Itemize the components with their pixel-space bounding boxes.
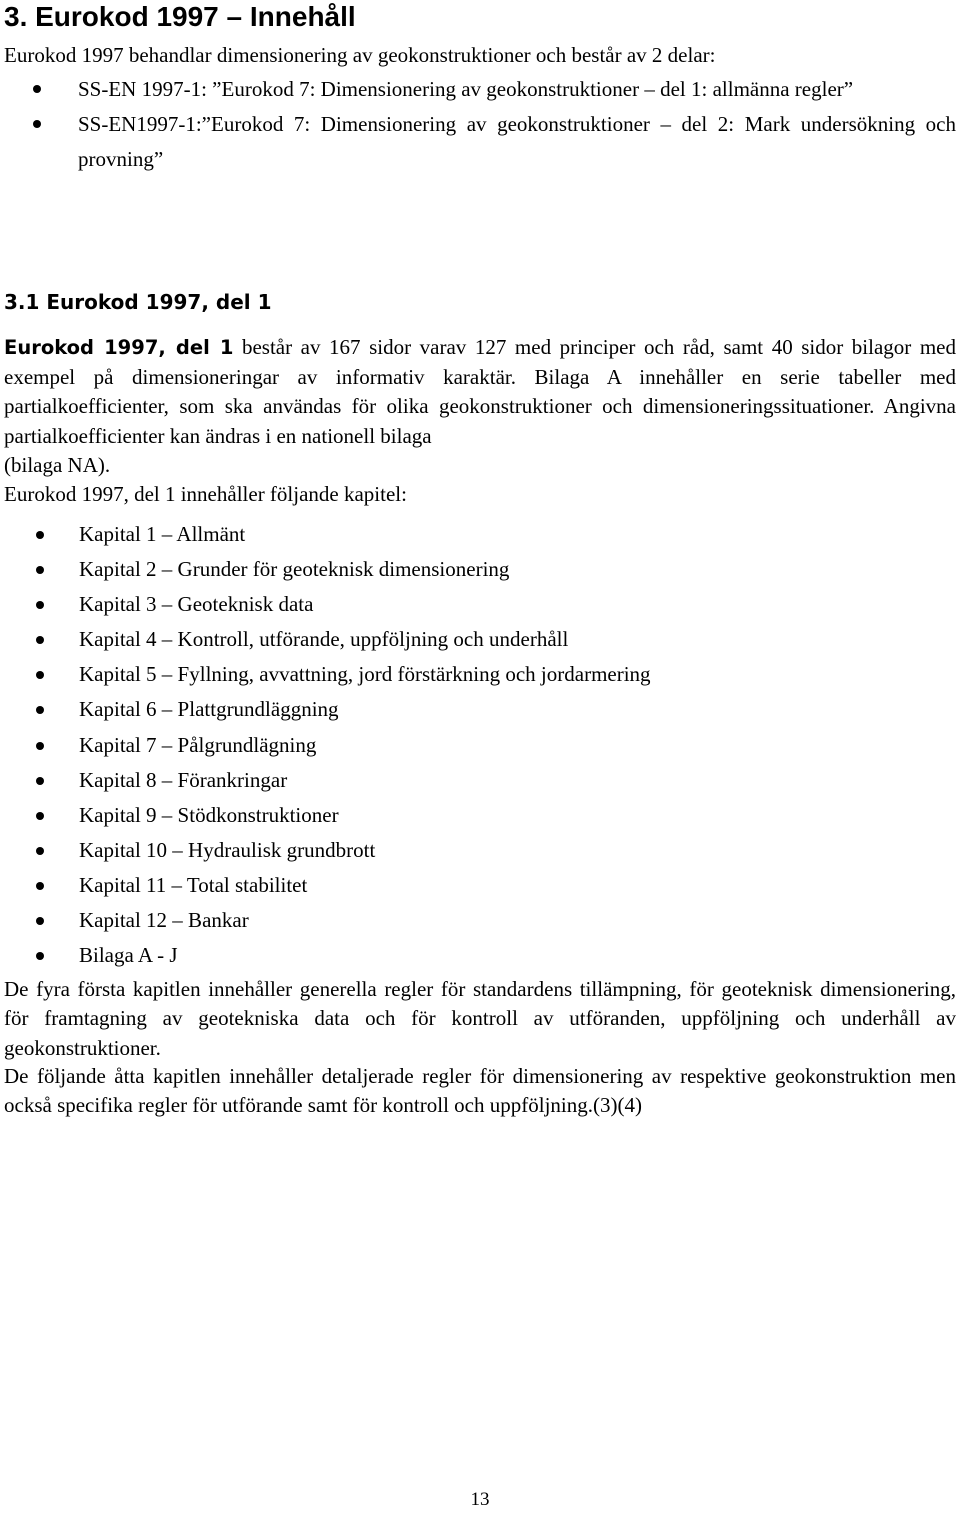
list-item: [0, 692, 960, 727]
bullet-icon: [33, 85, 41, 93]
bullet-icon: [33, 120, 41, 128]
bullet-icon: [36, 882, 44, 890]
paragraph-del1: [4, 333, 956, 481]
chapter-label: Kapital 2 – Grunder för geoteknisk dimensionering: [79, 557, 510, 582]
chapter-label: Kapital 12 – Bankar: [79, 908, 249, 933]
list-item: [0, 107, 960, 177]
bullet-icon: [36, 847, 44, 855]
bullet-icon: [36, 742, 44, 750]
list-item: [0, 833, 960, 868]
list-item-text: SS-EN 1997-1: ”Eurokod 7: Dimensionering av geokonstruktioner – del 1: allmänna regler”: [78, 77, 854, 101]
chapter-label: Kapital 7 – Pålgrundlägning: [79, 732, 317, 757]
list-item-text: SS-EN1997-1:”Eurokod 7: Dimensionering av geokonstruktioner – del 2: Mark undersökning och provning”: [78, 112, 956, 171]
list-item: [0, 657, 960, 692]
chapter-label: Kapital 3 – Geoteknisk data: [79, 592, 314, 617]
bullet-icon: [36, 601, 44, 609]
list-item: [0, 798, 960, 833]
list-item: [0, 587, 960, 622]
chapters-intro: Eurokod 1997, del 1 innehåller följande kapitel:: [4, 482, 407, 506]
bullet-icon: [36, 952, 44, 960]
bullet-icon: [36, 566, 44, 574]
chapter-label: Kapital 1 – Allmänt: [79, 522, 246, 546]
list-item: [0, 938, 960, 973]
list-item: [0, 552, 960, 587]
bullet-icon: [36, 812, 44, 820]
chapter-label: Kapital 9 – Stödkonstruktioner: [79, 802, 339, 827]
bullet-icon: [36, 777, 44, 785]
list-item: [0, 517, 960, 552]
paragraph-lead: Eurokod 1997, del 1: [4, 336, 234, 359]
chapter-label: Kapital 5 – Fyllning, avvattning, jord förstärkning och jordarmering: [79, 662, 651, 687]
list-item: [0, 763, 960, 798]
list-item: [0, 728, 960, 763]
paragraph-last-line: (bilaga NA).: [4, 453, 111, 477]
paragraph-following-chapters: De följande åtta kapitlen innehåller detaljerade regler för dimensionering av respektive geokonstruktion men också specifika regler för utförande samt för kontroll och uppföljning.(3)(4): [4, 1064, 956, 1118]
paragraph-first-chapters: De fyra första kapitlen innehåller generella regler för standardens tillämpning, för geoteknisk dimensionering, för framtagning av geotekniska data och för kontroll av utföranden, uppföljning och underhåll av geokonstruktioner.: [4, 977, 956, 1060]
chapter-label: Kapital 4 – Kontroll, utförande, uppföljning och underhåll: [79, 627, 569, 652]
chapters-list: [0, 517, 960, 973]
list-item: [0, 868, 960, 903]
section-heading: 3. Eurokod 1997 – Innehåll: [4, 1, 356, 32]
chapter-label: Kapital 8 – Förankringar: [79, 767, 288, 792]
chapter-label: Kapital 10 – Hydraulisk grundbrott: [79, 837, 376, 862]
chapter-label: Kapital 6 – Plattgrundläggning: [79, 697, 339, 722]
list-item: [0, 903, 960, 938]
bullet-icon: [36, 671, 44, 679]
bullet-icon: [36, 917, 44, 925]
bullet-icon: [36, 636, 44, 644]
bullet-icon: [36, 531, 44, 539]
intro-text: Eurokod 1997 behandlar dimensionering av geokonstruktioner och består av 2 delar:: [4, 43, 716, 67]
subsection-heading: 3.1 Eurokod 1997, del 1: [4, 290, 272, 314]
list-item: [0, 72, 960, 107]
chapter-label: Kapital 11 – Total stabilitet: [79, 872, 308, 897]
page-number: 13: [470, 1489, 490, 1510]
bullet-icon: [36, 706, 44, 714]
chapter-label: Bilaga A - J: [79, 943, 178, 968]
parts-list: [0, 72, 960, 177]
list-item: [0, 622, 960, 657]
paragraph-body: består av 167 sidor varav 127 med principer och råd, samt 40 sidor bilagor med exempel på dimensioneringar av informativ karaktär. Bilaga A innehåller en serie tabeller med partialkoefficienter, som ska användas för olika geokonstruktioner och dimensioneringssituationer. Angivna partialkoefficienter kan ändras i en nationell bilaga: [4, 335, 957, 448]
